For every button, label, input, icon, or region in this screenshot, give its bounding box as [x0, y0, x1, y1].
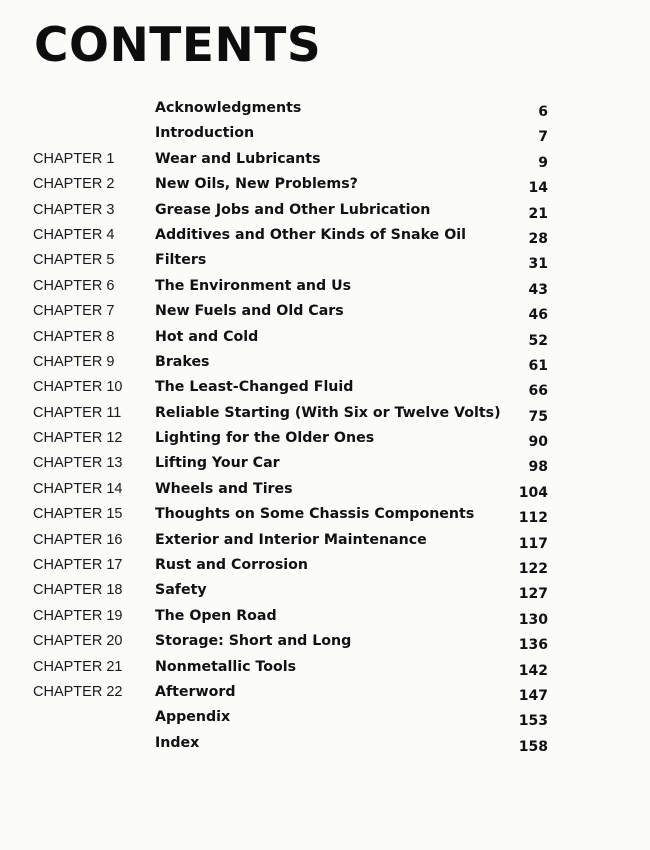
toc-entry — [0, 631, 650, 656]
chapter-label: CHAPTER 6 — [33, 277, 115, 294]
chapter-label: CHAPTER 15 — [33, 506, 123, 523]
toc-entry — [0, 250, 650, 275]
page-number: 6 — [538, 104, 548, 120]
page-number: 158 — [518, 738, 548, 755]
page-number: 90 — [528, 434, 548, 451]
page-number: 28 — [528, 230, 548, 247]
entry-title: Safety — [155, 582, 207, 599]
toc-entry — [0, 657, 650, 682]
toc-entry — [0, 301, 650, 326]
entry-title: Grease Jobs and Other Lubrication — [155, 201, 431, 218]
entry-title: Filters — [155, 252, 207, 269]
entry-title: Storage: Short and Long — [155, 633, 352, 650]
page-title: CONTENTS — [34, 18, 322, 73]
entry-title: Rust and Corrosion — [155, 557, 309, 574]
chapter-label: CHAPTER 8 — [33, 328, 115, 345]
chapter-label: CHAPTER 19 — [33, 607, 123, 624]
entry-title: Exterior and Interior Maintenance — [155, 531, 427, 548]
page-number: 98 — [528, 459, 548, 476]
page-number: 31 — [528, 256, 548, 273]
entry-title: Wear and Lubricants — [155, 150, 321, 167]
chapter-label: CHAPTER 13 — [33, 455, 123, 472]
entry-title: Additives and Other Kinds of Snake Oil — [155, 226, 466, 243]
chapter-label: CHAPTER 3 — [33, 201, 115, 218]
entry-title: The Open Road — [155, 607, 277, 624]
page-number: 112 — [518, 510, 548, 527]
entry-title: Nonmetallic Tools — [155, 658, 297, 675]
page-number: 104 — [518, 484, 548, 501]
page-number: 117 — [518, 535, 548, 552]
toc-entry — [0, 352, 650, 377]
page-number: 127 — [518, 586, 548, 603]
toc-entry — [0, 504, 650, 529]
page-number: 21 — [528, 205, 548, 222]
entry-title: The Environment and Us — [155, 277, 352, 294]
entry-title: Appendix — [155, 709, 231, 726]
entry-title: Index — [155, 734, 200, 751]
toc-entry — [0, 149, 650, 174]
toc-entry — [0, 377, 650, 402]
table-of-contents — [0, 98, 650, 758]
page-number: 136 — [518, 637, 548, 654]
toc-entry — [0, 403, 650, 428]
toc-entry — [0, 200, 650, 225]
entry-title: New Oils, New Problems? — [155, 176, 358, 193]
page-number: 52 — [528, 332, 548, 349]
toc-entry — [0, 479, 650, 504]
toc-entry — [0, 174, 650, 199]
page-number: 75 — [528, 408, 548, 425]
entry-title: Lighting for the Older Ones — [155, 430, 375, 447]
chapter-label: CHAPTER 9 — [33, 353, 115, 370]
entry-title: The Least-Changed Fluid — [155, 379, 354, 396]
page-number: 142 — [518, 662, 548, 679]
entry-title: Reliable Starting (With Six or Twelve Volts) — [155, 404, 501, 421]
toc-entry — [0, 555, 650, 580]
toc-entry — [0, 733, 650, 758]
chapter-label: CHAPTER 4 — [33, 226, 115, 243]
toc-entry — [0, 327, 650, 352]
toc-entry — [0, 530, 650, 555]
toc-entry — [0, 225, 650, 250]
toc-entry — [0, 276, 650, 301]
toc-entry — [0, 707, 650, 732]
entry-title: New Fuels and Old Cars — [155, 303, 344, 320]
page-number: 43 — [528, 281, 548, 298]
chapter-label: CHAPTER 10 — [33, 379, 123, 396]
chapter-label: CHAPTER 1 — [33, 150, 115, 167]
entry-title: Hot and Cold — [155, 328, 259, 345]
page-number: 9 — [538, 154, 548, 171]
toc-entry — [0, 98, 650, 123]
entry-title: Introduction — [155, 125, 255, 142]
page-number: 46 — [528, 307, 548, 324]
entry-title: Thoughts on Some Chassis Components — [155, 506, 475, 523]
entry-title: Afterword — [155, 683, 236, 700]
page-number: 153 — [518, 713, 548, 730]
toc-entry — [0, 428, 650, 453]
entry-title: Brakes — [155, 353, 210, 370]
toc-entry — [0, 580, 650, 605]
page-number: 61 — [528, 357, 548, 374]
chapter-label: CHAPTER 11 — [33, 404, 122, 421]
page-number: 66 — [528, 383, 548, 400]
toc-entry — [0, 453, 650, 478]
chapter-label: CHAPTER 14 — [33, 480, 123, 497]
page-number: 14 — [528, 180, 548, 197]
chapter-label: CHAPTER 22 — [33, 683, 123, 700]
chapter-label: CHAPTER 7 — [33, 303, 115, 320]
toc-entry — [0, 606, 650, 631]
page-number: 122 — [518, 561, 548, 578]
chapter-label: CHAPTER 12 — [33, 430, 123, 447]
chapter-label: CHAPTER 17 — [33, 557, 123, 574]
chapter-label: CHAPTER 5 — [33, 252, 115, 269]
chapter-label: CHAPTER 2 — [33, 176, 115, 193]
toc-entry — [0, 682, 650, 707]
toc-entry — [0, 123, 650, 148]
chapter-label: CHAPTER 20 — [33, 633, 123, 650]
chapter-label: CHAPTER 18 — [33, 582, 123, 599]
chapter-label: CHAPTER 21 — [33, 658, 123, 675]
page-number: 7 — [538, 129, 548, 146]
chapter-label: CHAPTER 16 — [33, 531, 123, 548]
page-number: 147 — [518, 687, 548, 704]
page-number: 130 — [518, 611, 548, 628]
entry-title: Acknowledgments — [155, 100, 302, 116]
entry-title: Lifting Your Car — [155, 455, 280, 472]
entry-title: Wheels and Tires — [155, 480, 293, 497]
